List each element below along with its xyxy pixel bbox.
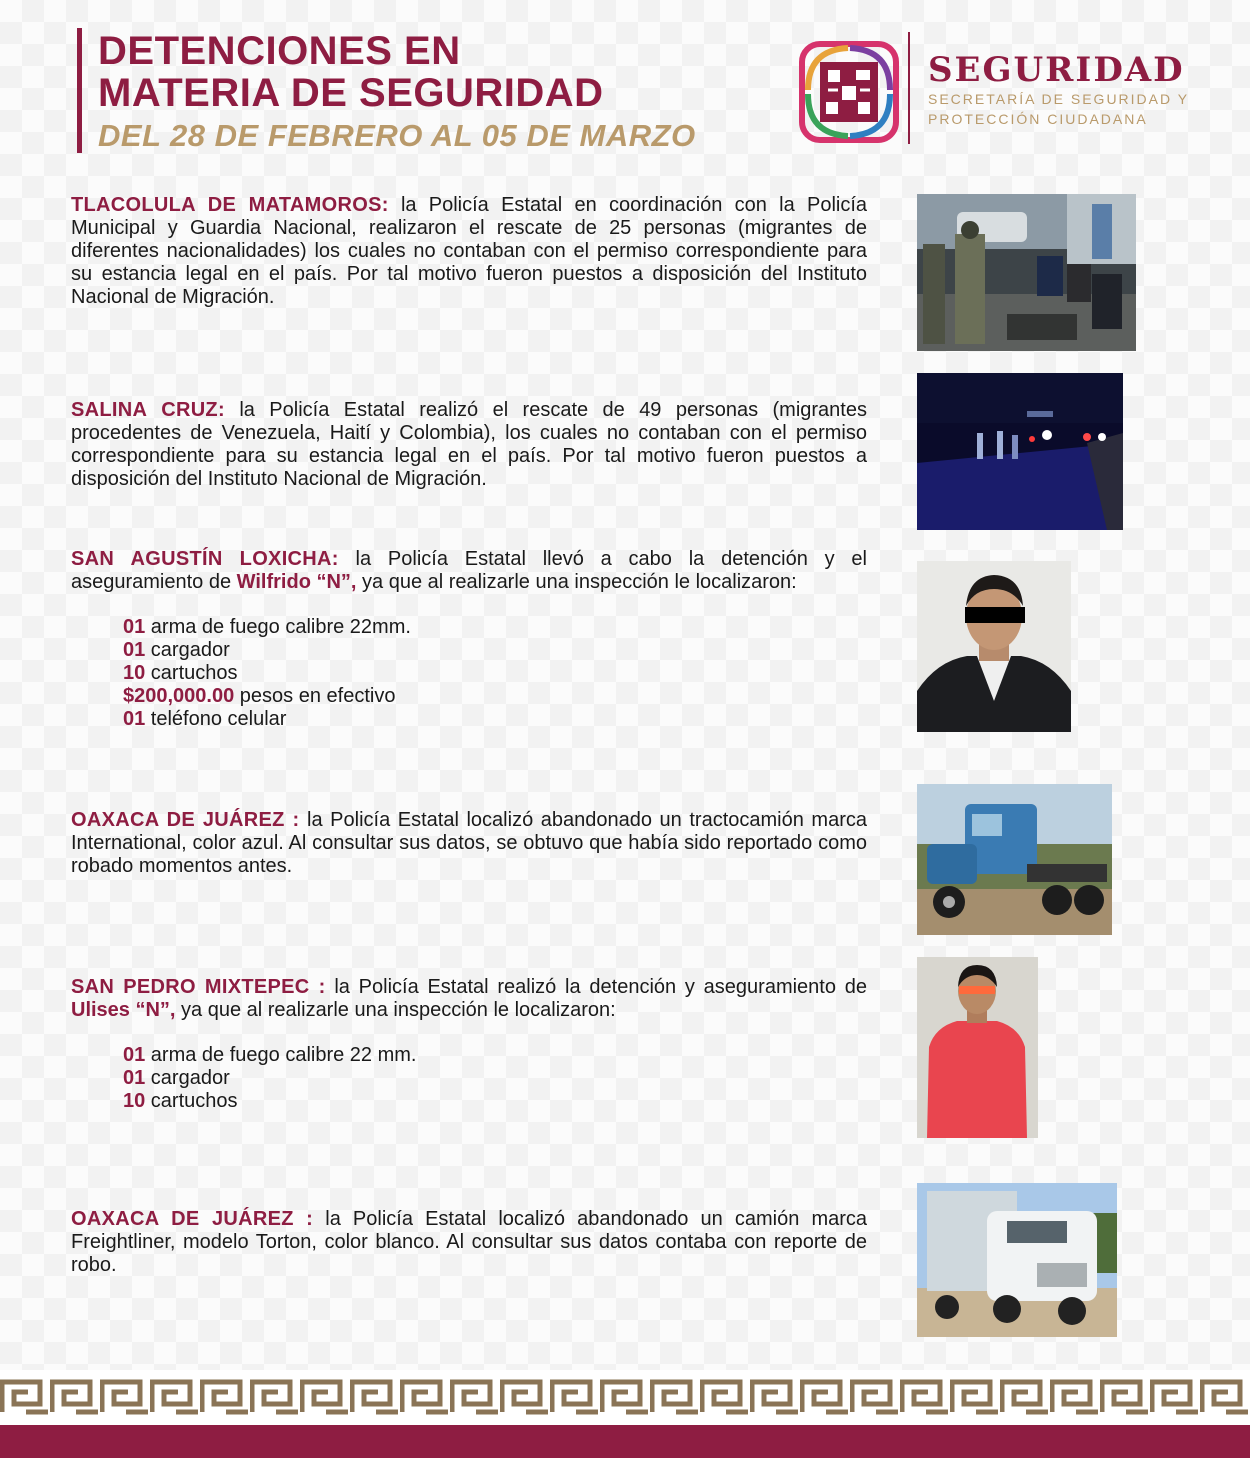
brand-subtitle-line-1: SECRETARÍA DE SEGURIDAD Y: [928, 91, 1190, 107]
seized-items-list: [123, 616, 867, 731]
location-label: TLACOLULA DE MATAMOROS:: [71, 194, 389, 216]
item-quantity: 01: [123, 616, 146, 638]
detainee-name: Ulises “N”,: [71, 999, 176, 1021]
list-item: [123, 708, 867, 731]
detainee-photo-wilfrido: [917, 561, 1071, 732]
location-label: SAN AGUSTÍN LOXICHA:: [71, 548, 339, 570]
item-quantity: 10: [123, 662, 146, 684]
report-section-san-agustin-loxicha: [71, 548, 867, 731]
item-description: arma de fuego calibre 22 mm.: [145, 1044, 417, 1066]
list-item: [123, 1090, 867, 1113]
brand-block: [928, 52, 1228, 128]
item-description: cartuchos: [145, 662, 238, 684]
section-paragraph: [71, 1208, 867, 1277]
logo-divider: [908, 32, 910, 144]
item-description: arma de fuego calibre 22mm.: [145, 616, 411, 638]
title-line-1: DETENCIONES EN: [98, 29, 461, 73]
item-description: cartuchos: [145, 1090, 238, 1112]
report-section-tlacolula: [71, 194, 867, 309]
detainee-photo-ulises: [917, 957, 1038, 1138]
list-item: [123, 639, 867, 662]
section-text: ya que al realizarle una inspección le localizaron:: [356, 571, 797, 593]
section-text: la Policía Estatal llevó a cabo la detención y el aseguramiento de: [71, 548, 867, 593]
section-text: la Policía Estatal localizó abandonado un camión marca Freightliner, modelo Torton, color blanco. Al consultar sus datos contaba con reporte de robo.: [71, 1208, 868, 1276]
location-label: OAXACA DE JUÁREZ :: [71, 809, 300, 831]
section-paragraph: [71, 548, 867, 594]
section-text: la Policía Estatal en coordinación con la Policía Municipal y Guardia Nacional, realizaron el rescate de 25 personas (migrantes de diferentes nacionalidades) los cuales no contaban con el permiso correspondiente para su estancia legal en el país. Por tal motivo fueron puestos a disposición del Instituto Nacional de Migración.: [71, 194, 868, 308]
item-description: teléfono celular: [145, 708, 287, 730]
item-quantity: 10: [123, 1090, 146, 1112]
location-label: SAN PEDRO MIXTEPEC :: [71, 976, 326, 998]
item-quantity: 01: [123, 708, 146, 730]
item-description: cargador: [145, 1067, 230, 1089]
report-section-san-pedro-mixtepec: [71, 976, 867, 1113]
list-item: [123, 1044, 867, 1067]
location-label: OAXACA DE JUÁREZ :: [71, 1208, 314, 1230]
item-quantity: 01: [123, 639, 146, 661]
item-description: pesos en efectivo: [234, 685, 396, 707]
list-item: [123, 616, 867, 639]
date-range: DEL 28 DE FEBRERO AL 05 DE MARZO: [98, 118, 696, 153]
list-item: [123, 662, 867, 685]
title-line-2: MATERIA DE SEGURIDAD: [98, 71, 604, 115]
item-quantity: 01: [123, 1044, 146, 1066]
list-item: [123, 685, 867, 708]
list-item: [123, 1067, 867, 1090]
location-label: SALINA CRUZ:: [71, 399, 225, 421]
section-paragraph: [71, 399, 867, 491]
report-section-oaxaca-1: [71, 809, 867, 878]
section-text: ya que al realizarle una inspección le localizaron:: [175, 999, 616, 1021]
oaxaca-emblem-icon: [798, 40, 900, 144]
section-text: la Policía Estatal realizó el rescate de 49 personas (migrantes procedentes de Venezuela, Haití y Colombia), los cuales no contaban con el permiso correspondiente para su estancia legal en el país. Por tal motivo fueron puestos a disposición del Instituto Nacional de Migración.: [71, 399, 867, 490]
night-operation-photo: [917, 373, 1123, 530]
item-quantity: 01: [123, 1067, 146, 1089]
item-quantity: $200,000.00: [123, 685, 235, 707]
migrants-rescue-photo: [917, 194, 1136, 351]
page-title: [98, 30, 738, 156]
section-text: la Policía Estatal localizó abandonado un tractocamión marca International, color azul. Al consultar sus datos, se obtuvo que había sido reportado como robado momentos antes.: [71, 809, 867, 877]
title-accent-bar: [77, 28, 82, 153]
section-text: la Policía Estatal realizó la detención y aseguramiento de: [325, 976, 867, 998]
seized-items-list: [123, 1044, 867, 1113]
brand-name: SEGURIDAD: [928, 50, 1185, 90]
detainee-name: Wilfrido “N”,: [236, 571, 357, 593]
white-truck-photo: [917, 1183, 1117, 1337]
section-paragraph: [71, 976, 867, 1022]
report-section-salina-cruz: [71, 399, 867, 491]
greca-border-pattern: [0, 1378, 1250, 1416]
section-paragraph: [71, 194, 867, 309]
item-description: cargador: [145, 639, 230, 661]
report-section-oaxaca-2: [71, 1208, 867, 1277]
blue-truck-photo: [917, 784, 1112, 935]
section-paragraph: [71, 809, 867, 878]
brand-subtitle-line-2: PROTECCIÓN CIUDADANA: [928, 111, 1148, 127]
footer-bar: [0, 1425, 1250, 1458]
